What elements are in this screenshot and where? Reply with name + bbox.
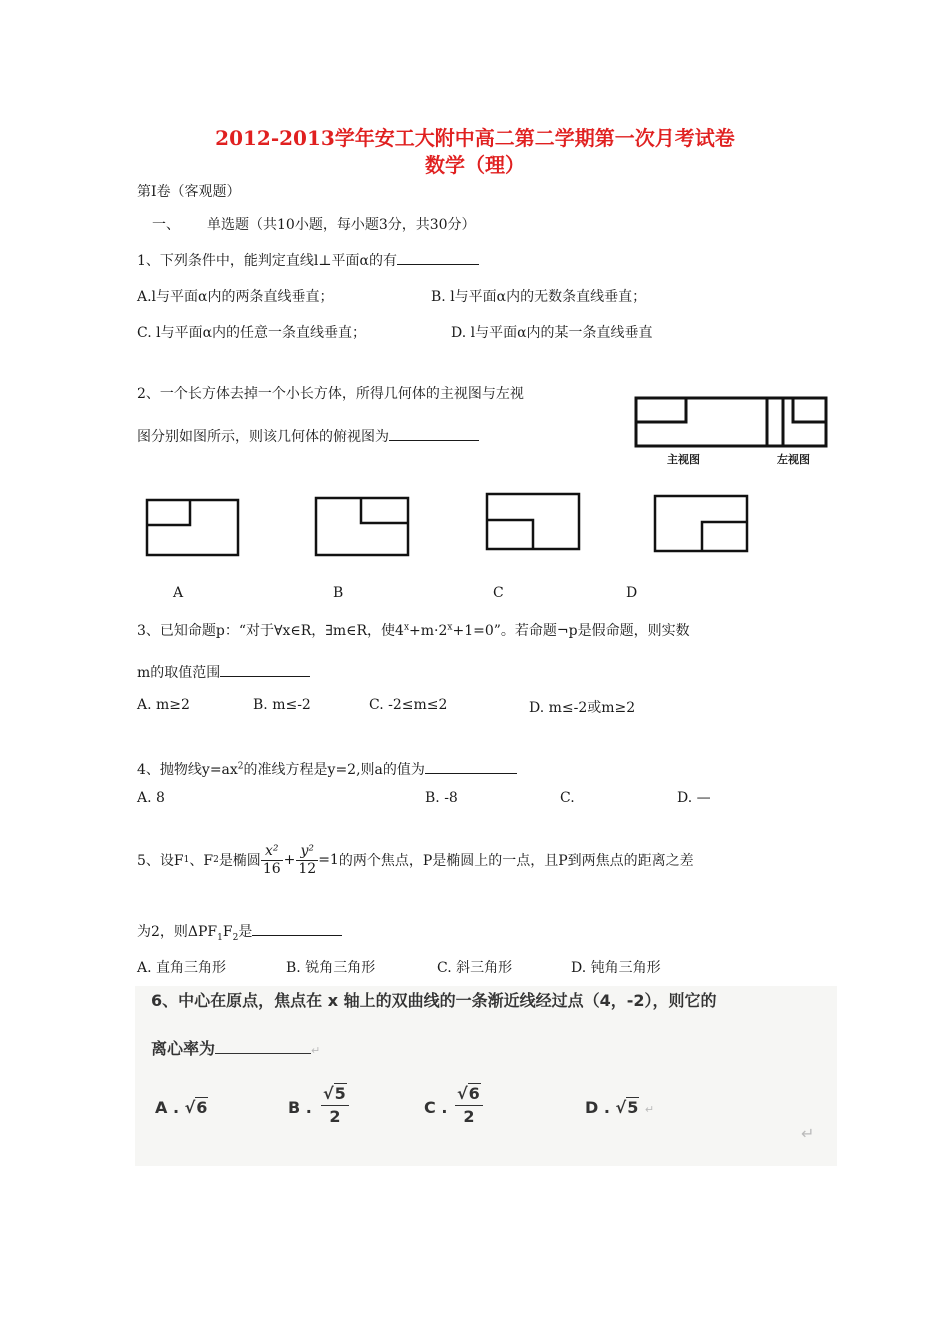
q6-return-mark-1: ↵ — [311, 1044, 321, 1057]
q5-stem-part-b: 、F — [189, 853, 214, 869]
q2-stem-line2 — [137, 426, 479, 446]
q5-stem-line1 — [137, 836, 694, 884]
exam-subtitle: 数学（理） — [425, 153, 525, 177]
q2-figure-a — [147, 500, 238, 555]
q1-option-d: D. l与平面α内的某一条直线垂直 — [451, 325, 653, 341]
q4-option-b: B. -8 — [425, 790, 458, 806]
q5-sub-1: 1 — [183, 855, 190, 865]
q4-answer-blank — [425, 759, 517, 774]
q6-answer-blank — [215, 1039, 311, 1054]
q2-stem-line2-text: 图分别如图所示，则该几何体的俯视图为 — [137, 429, 389, 445]
q5-option-d: D. 钝角三角形 — [571, 960, 661, 976]
q3-stem-line1 — [137, 620, 690, 640]
q6-option-c-fraction: √6 2 — [455, 1083, 483, 1128]
q2-option-c: C — [493, 585, 504, 601]
q4-stem-part-a: 4、抛物线y=ax — [137, 762, 238, 778]
q3-exponent-2: x — [447, 622, 453, 633]
q6-option-b-fraction: √5 2 — [321, 1083, 349, 1128]
q5-stem-part-d: 的两个焦点，P是椭圆上的一点，且P到两焦点的距离之差 — [338, 853, 694, 869]
q1-option-b: B. l与平面α内的无数条直线垂直； — [431, 289, 647, 305]
q5-stem-part-c: 是椭圆 — [218, 853, 261, 869]
q5-answer-blank — [252, 921, 342, 936]
q2-stem-line1: 2、一个长方体去掉一个小长方体，所得几何体的主视图与左视 — [137, 386, 524, 402]
section-label: 第Ⅰ卷（客观题） — [137, 184, 241, 200]
q5-sub-3: 1 — [217, 932, 223, 943]
part-one-heading: 单选题（共10小题，每小题3分，共30分） — [207, 217, 476, 233]
q3-exponent-1: x — [403, 622, 410, 633]
q5-stem2-part-a: 为2，则ΔPF — [137, 924, 218, 940]
q3-option-d: D. m≤-2或m≥2 — [529, 700, 636, 716]
q6-stem-line1: 6、中心在原点，焦点在 x 轴上的双曲线的一条渐近线经过点（4，-2），则它的 — [151, 991, 717, 1010]
q6-option-c-label: C . — [424, 1098, 448, 1117]
q3-option-c: C. -2≤m≤2 — [369, 697, 448, 713]
q3-option-b: B. m≤-2 — [253, 697, 311, 713]
q2-option-d: D — [626, 585, 638, 601]
q5-option-a: A. 直角三角形 — [137, 960, 227, 976]
q5-option-c: C. 斜三角形 — [437, 960, 513, 976]
main-view-figure — [636, 398, 783, 446]
left-view-label: 左视图 — [777, 453, 810, 466]
q6-option-a: A . √6 — [155, 1098, 208, 1117]
q5-stem-line2 — [137, 921, 342, 943]
ellipse-fraction-y — [296, 843, 318, 878]
left-view-figure — [767, 398, 826, 446]
q6-option-b-label: B . — [288, 1098, 312, 1117]
q2-option-figures — [145, 492, 755, 558]
q3-answer-blank — [220, 662, 310, 677]
q3-stem-line2-text: m的取值范围 — [137, 665, 221, 681]
ellipse-equals-one: =1 — [318, 852, 339, 868]
q6-option-d: D . √5 ↵ — [585, 1098, 655, 1117]
q6-option-b-denominator: 2 — [329, 1107, 341, 1126]
q3-stem-line2 — [137, 662, 310, 682]
q3-stem-part-b: +m·2 — [409, 623, 448, 639]
q6-option-c-radicand: 6 — [468, 1084, 480, 1103]
ellipse-fraction-x — [261, 843, 283, 878]
q6-image-block — [135, 986, 837, 1166]
q2-figure-c — [487, 494, 579, 549]
q6-option-a-radicand: 6 — [196, 1098, 208, 1117]
fraction-y-numerator: y² — [296, 843, 318, 861]
q3-option-a: A. m≥2 — [137, 697, 190, 713]
q1-option-a: A.l与平面α内的两条直线垂直； — [137, 289, 334, 305]
q6-option-d-label: D . — [585, 1098, 610, 1117]
q4-stem-part-b: 的准线方程是y=2,则a的值为 — [243, 762, 425, 778]
q3-stem-part-a: 3、已知命题p：“对于∀x∈R，∃m∈R，使4 — [137, 623, 404, 639]
q6-option-a-label: A . — [155, 1098, 180, 1117]
q6-option-b-radicand: 5 — [334, 1084, 346, 1103]
q2-figure-d — [655, 496, 747, 551]
q1-stem-text: 1、下列条件中，能判定直线l⊥平面α的有 — [137, 253, 398, 269]
q6-option-d-radicand: 5 — [627, 1098, 639, 1117]
q1-option-c: C. l与平面α内的任意一条直线垂直； — [137, 325, 367, 341]
q5-stem-part-a: 5、设F — [137, 853, 184, 869]
q4-option-d: D. — — [677, 790, 711, 806]
q1-answer-blank — [397, 250, 479, 265]
q2-option-b: B — [333, 585, 344, 601]
q6-option-c-denominator: 2 — [463, 1107, 475, 1126]
fraction-x-numerator: x² — [261, 843, 283, 861]
q5-stem2-part-b: F — [222, 924, 233, 940]
q5-option-b: B. 锐角三角形 — [286, 960, 376, 976]
fraction-x-denominator: 16 — [262, 860, 281, 877]
q5-sub-4: 2 — [232, 932, 239, 943]
q1-stem — [137, 250, 479, 270]
part-one-number: 一、 — [152, 217, 180, 233]
main-view-label: 主视图 — [667, 453, 700, 466]
q4-stem — [137, 759, 517, 779]
q6-return-mark-2: ↵ — [644, 1103, 655, 1116]
q5-sub-2: 2 — [213, 855, 219, 865]
exam-title: 2012-2013学年安工大附中高二第二学期第一次月考试卷 — [215, 126, 735, 150]
q4-option-a: A. 8 — [137, 790, 165, 806]
q3-stem-part-c: +1=0”。若命题¬p是假命题，则实数 — [452, 623, 690, 639]
q2-answer-blank — [389, 426, 479, 441]
fraction-y-denominator: 12 — [298, 860, 317, 877]
q4-exponent: 2 — [237, 761, 244, 772]
q6-stem-line2-text: 离心率为 — [151, 1039, 216, 1058]
q6-return-mark-3: ↵ — [801, 1124, 815, 1143]
q5-stem2-part-c: 是 — [238, 924, 253, 940]
q4-option-c: C. — [560, 790, 575, 806]
q2-option-a: A — [173, 585, 184, 601]
q2-figure-b — [316, 498, 408, 555]
ellipse-plus-sign: + — [283, 852, 296, 868]
q6-stem-line2 — [151, 1036, 320, 1059]
